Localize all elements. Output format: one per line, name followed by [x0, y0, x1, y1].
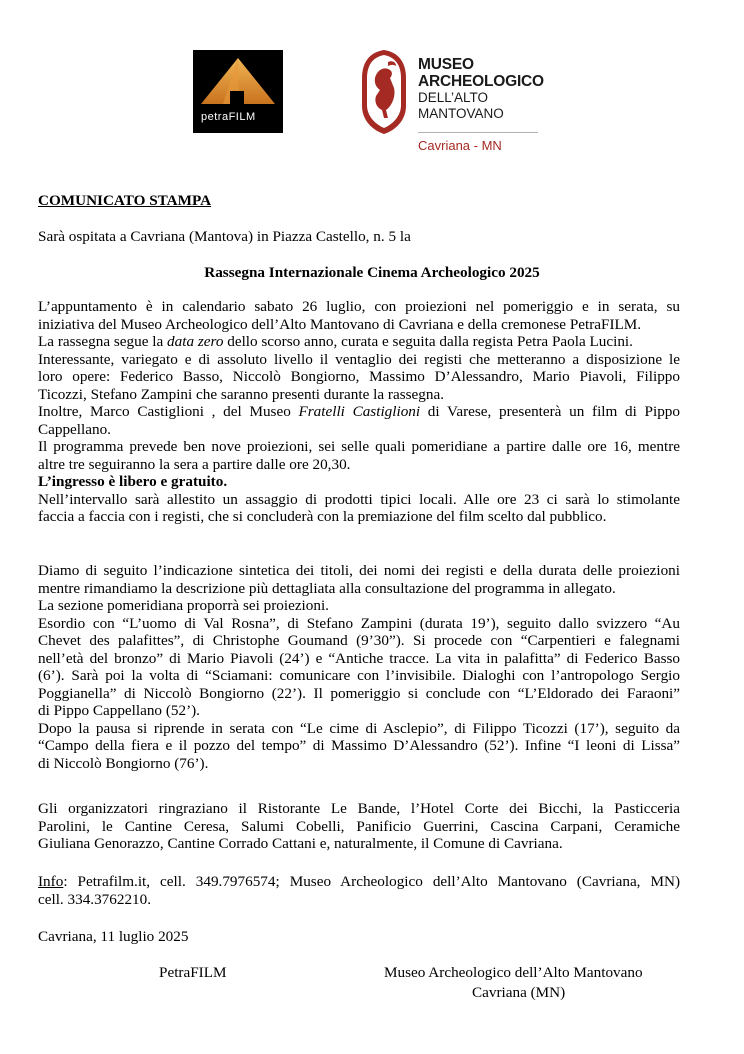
text-line: nell’età del bronzo” di Mario Piavoli (24’) e “Antiche tracce. La vita in palafitta” di Federico Basso — [38, 649, 680, 667]
text-line: Cappellano. — [38, 420, 111, 438]
petrafilm-logo-text: petraFILM — [201, 111, 256, 123]
paragraph-programme — [38, 562, 680, 772]
paragraph-acknowledgements — [38, 800, 680, 853]
paragraph-event-details — [38, 298, 680, 526]
museo-logo-place: Cavriana - MN — [418, 138, 502, 153]
text-line: Esordio con “L’uomo di Val Rosna”, di Stefano Zampini (durata 19’), seguito dallo svizzero “Au — [38, 614, 680, 632]
petrafilm-logo — [193, 50, 283, 133]
museo-logo — [360, 48, 550, 158]
intro-line: Sarà ospitata a Cavriana (Mantova) in Piazza Castello, n. 5 la — [38, 228, 411, 245]
signature-museo: Museo Archeologico dell’Alto Mantovano — [384, 964, 643, 981]
signature-museo-place: Cavriana (MN) — [472, 984, 566, 1001]
text-line: Parolini, le Cantine Ceresa, Salumi Cobelli, Panificio Guerrini, Cascina Carpani, Ceramiche — [38, 817, 680, 835]
text-line: iniziativa del Museo Archeologico dell’Alto Mantovano di Cavriana e della cremonese PetraFILM. — [38, 315, 642, 333]
text-line: Gli organizzatori ringraziano il Ristorante Le Bande, l’Hotel Corte dei Bicchi, la Pasticceria — [38, 800, 680, 817]
info-label: Info — [38, 873, 64, 890]
text-line: Ticozzi, Stefano Zampini che saranno presenti durante la rassegna. — [38, 385, 444, 403]
free-entry-notice: L’ingresso è libero e gratuito. — [38, 473, 228, 490]
text-line: altre tre seguiranno la sera a partire dalle ore 20,30. — [38, 455, 351, 473]
text-line: L’appuntamento è in calendario sabato 26 luglio, con proiezioni nel pomeriggio e in serata, su — [38, 298, 680, 315]
text-line: Giuliana Genorazzo, Cantine Corrado Cattani e, naturalmente, il Comune di Cavriana. — [38, 835, 563, 852]
museo-shield-icon — [360, 48, 408, 136]
signature-petrafilm: PetraFILM — [159, 964, 227, 981]
text-line: mentre rimandiamo la descrizione più dettagliata alla consultazione del programma in allegato. — [38, 579, 616, 597]
text-line: Diamo di seguito l’indicazione sintetica dei titoli, dei nomi dei registi e della durata delle proiezioni — [38, 562, 680, 579]
text-line: Chevet des palafittes”, di Christophe Goumand (9’30”). Si procede con “Carpentieri e falegnami — [38, 632, 680, 649]
text-line: Poggianella” di Niccolò Bongiorno (22’). Il pomeriggio si conclude con “L’Eldorado dei Faraoni” — [38, 684, 680, 702]
museo-logo-subtitle: DELL’ALTO MANTOVANO — [418, 90, 504, 121]
text-line: Dopo la pausa si riprende in serata con “Le cime di Asclepio”, di Filippo Ticozzi (17’), seguito da — [38, 719, 680, 737]
text-line: La sezione pomeridiana proporrà sei proiezioni. — [38, 597, 329, 614]
text-line: di Pippo Cappellano (52’). — [38, 702, 200, 719]
text-line: Il programma prevede ben nove proiezioni, sei selle quali pomeridiane a partire dalle ore 16, mentre — [38, 438, 680, 455]
press-release-heading: COMUNICATO STAMPA — [38, 192, 212, 209]
contact-info — [38, 873, 680, 908]
text-line: loro opere: Federico Basso, Niccolò Bongiorno, Massimo D’Alessandro, Mario Piavoli, Filippo — [38, 368, 680, 385]
museo-logo-divider — [418, 132, 538, 133]
text-line: Info: Petrafilm.it, cell. 349.7976574; Museo Archeologico dell’Alto Mantovano (Cavriana, MN) — [38, 873, 680, 890]
text-line: Nell’intervallo sarà allestito un assaggio di prodotti tipici locali. Alle ore 23 ci sarà lo stimolante — [38, 490, 680, 508]
museo-logo-title: MUSEO ARCHEOLOGICO — [418, 56, 544, 90]
text-line: faccia a faccia con i registi, che si concluderà con la premiazione del film scelto dal pubblico. — [38, 508, 607, 525]
text-line: La rassegna segue la data zero dello scorso anno, curata e seguita dalla regista Petra Paola Lucini. — [38, 333, 633, 350]
text-line: “Campo della fiera e il pozzo del tempo” di Massimo D’Alessandro (52’). Infine “I leoni di Lissa” — [38, 737, 680, 754]
text-line: Interessante, variegato e di assoluto livello il ventaglio dei registi che metteranno a disposizione le — [38, 350, 680, 368]
text-line: (6’). Sarà poi la volta di “Sciamani: comunicare con l’invisibile. Dialoghi con l’antropologo Sergio — [38, 667, 680, 684]
text-line: cell. 334.3762210. — [38, 890, 152, 908]
event-title: Rassegna Internazionale Cinema Archeologico 2025 — [204, 264, 540, 281]
text-line: Inoltre, Marco Castiglioni , del Museo Fratelli Castiglioni di Varese, presenterà un film di Pippo — [38, 403, 680, 420]
dateline: Cavriana, 11 luglio 2025 — [38, 928, 189, 945]
text-line: di Niccolò Bongiorno (76’). — [38, 754, 209, 772]
